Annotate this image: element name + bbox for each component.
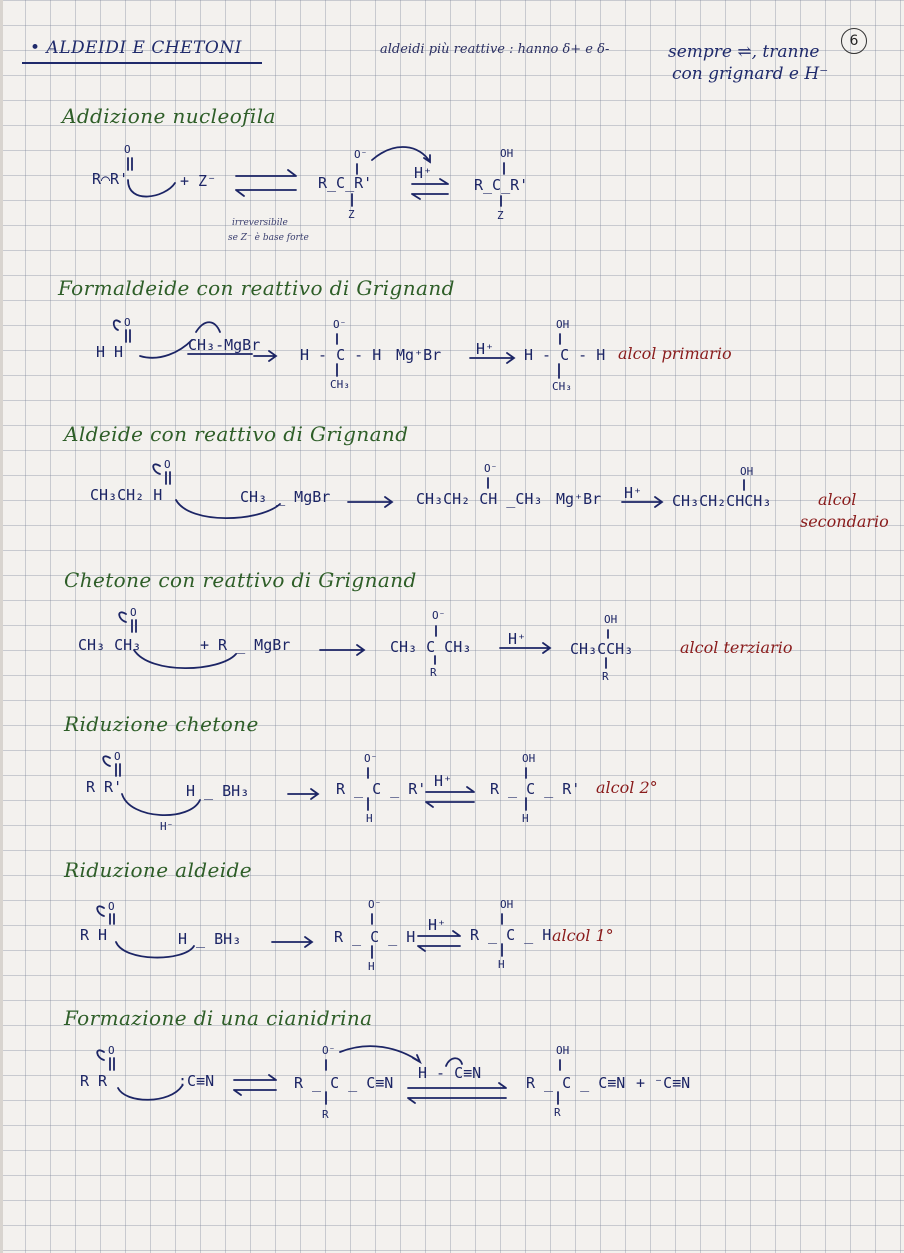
salt: Mg⁺Br bbox=[396, 346, 442, 364]
reaction-arrow bbox=[622, 497, 662, 507]
electron-flow-arrow bbox=[114, 320, 120, 330]
electron-flow-arrow bbox=[140, 340, 192, 358]
product: R _ C _ C≡N bbox=[526, 1074, 626, 1092]
product-bottom: R bbox=[602, 670, 609, 683]
electron-flow-arrow bbox=[97, 1050, 104, 1060]
intermediate: H - C - H bbox=[300, 346, 382, 364]
intermediate: R _ C _ C≡N bbox=[294, 1074, 394, 1092]
section-title: Aldeide con reattivo di Grignand bbox=[64, 422, 409, 446]
result-label: alcol terziario bbox=[680, 638, 793, 657]
page-number: 6 bbox=[841, 28, 867, 54]
product-top: OH bbox=[522, 752, 536, 765]
product-top: OH bbox=[500, 898, 514, 911]
product: R_C_R' bbox=[474, 176, 529, 194]
nucleophile: + Z⁻ bbox=[180, 172, 217, 190]
header-note-reversibility: sempre ⇌, tranne bbox=[668, 42, 820, 62]
equilibrium-arrow bbox=[418, 946, 460, 951]
equilibrium-arrow bbox=[236, 190, 296, 196]
result-label: alcol 1° bbox=[552, 926, 614, 945]
intermediate-top: O⁻ bbox=[364, 752, 378, 765]
reactant: R R bbox=[80, 1072, 108, 1090]
carbonyl-oxygen: O bbox=[108, 1044, 115, 1057]
product-top: OH bbox=[740, 465, 754, 478]
product-top: OH bbox=[556, 1044, 570, 1057]
equilibrium-arrow bbox=[236, 170, 296, 176]
reagent: H⁺ bbox=[624, 484, 643, 502]
product: CH₃CCH₃ bbox=[570, 640, 634, 658]
intermediate: R _ C _ H bbox=[334, 928, 416, 946]
reactant: H H bbox=[96, 343, 124, 361]
reagent: H⁺ bbox=[428, 916, 447, 934]
reagent: H - C≡N bbox=[418, 1064, 482, 1082]
carbonyl-oxygen: O bbox=[124, 316, 131, 329]
section-title: Addizione nucleofila bbox=[62, 104, 276, 128]
section-title: Formaldeide con reattivo di Grignand bbox=[58, 276, 455, 300]
reagent: H⁺ bbox=[508, 630, 527, 648]
electron-flow-arrow bbox=[134, 650, 236, 668]
grignard-reagent: CH₃-MgBr bbox=[188, 336, 261, 354]
reaction-arrow bbox=[470, 353, 514, 363]
intermediate-bottom: R bbox=[322, 1108, 329, 1121]
carbonyl-oxygen: O bbox=[124, 143, 131, 156]
header-note-exceptions: con grignard e H⁻ bbox=[672, 64, 829, 84]
reaction-arrow bbox=[272, 937, 312, 947]
product: R _ C _ R' bbox=[490, 780, 581, 798]
reagent: H⁺ bbox=[476, 340, 495, 358]
product-bottom: Z bbox=[497, 209, 504, 222]
result-label: secondario bbox=[800, 512, 889, 531]
reagent: H⁺ bbox=[414, 164, 433, 182]
reagent: H⁺ bbox=[434, 772, 453, 790]
product: CH₃CH₂CHCH₃ bbox=[672, 492, 772, 510]
electron-flow-arrow bbox=[116, 942, 194, 958]
product-bottom: H bbox=[522, 812, 529, 825]
electron-flow-arrow bbox=[372, 147, 430, 162]
product-bottom: CH₃ bbox=[552, 380, 572, 393]
intermediate: R_C_R' bbox=[318, 174, 373, 192]
carbonyl-oxygen: O bbox=[108, 900, 115, 913]
electron-flow-arrow bbox=[122, 794, 200, 815]
reaction-arrow bbox=[288, 789, 318, 799]
intermediate-bottom: H bbox=[368, 960, 375, 973]
equilibrium-arrow bbox=[418, 931, 460, 936]
intermediate-top: O⁻ bbox=[484, 462, 498, 475]
intermediate: CH₃ C CH₃ bbox=[390, 638, 472, 656]
electron-flow-arrow bbox=[153, 464, 160, 474]
intermediate: R _ C _ R' bbox=[336, 780, 427, 798]
carbonyl-oxygen: O bbox=[130, 606, 137, 619]
electron-flow-arrow bbox=[176, 500, 280, 518]
intermediate-top: O⁻ bbox=[368, 898, 382, 911]
equilibrium-arrow bbox=[408, 1098, 506, 1103]
header-note-reactivity: aldeidi più reattive : hanno δ+ e δ- bbox=[380, 42, 610, 57]
electron-flow-arrow bbox=[128, 180, 175, 197]
grignard-reagent: CH₃ _ MgBr bbox=[240, 488, 331, 506]
product-bottom: R bbox=[554, 1106, 561, 1119]
section-title: Riduzione aldeide bbox=[64, 858, 252, 882]
grignard-reagent: + R _ MgBr bbox=[200, 636, 291, 654]
byproduct: + ⁻C≡N bbox=[636, 1074, 691, 1092]
hydride-reagent: H _ BH₃ bbox=[178, 930, 242, 948]
equilibrium-arrow bbox=[412, 179, 448, 184]
electron-flow-arrow bbox=[97, 906, 104, 916]
hydride-reagent: H _ BH₃ bbox=[186, 782, 250, 800]
product: H - C - H bbox=[524, 346, 606, 364]
product-top: OH bbox=[500, 147, 514, 160]
electron-flow-arrow bbox=[340, 1046, 420, 1062]
electron-flow-arrow bbox=[119, 612, 126, 622]
reaction-arrow bbox=[254, 351, 276, 361]
reactant: CH₃CH₂ H bbox=[90, 486, 163, 504]
intermediate-top: O⁻ bbox=[432, 609, 446, 622]
carbonyl-oxygen: O bbox=[164, 458, 171, 471]
reactant: R⌒R' bbox=[92, 170, 129, 188]
result-label: alcol primario bbox=[618, 344, 732, 363]
hydride-note: H⁻ bbox=[160, 820, 174, 833]
reactant: R R' bbox=[86, 778, 123, 796]
reactant: R H bbox=[80, 926, 108, 944]
electron-flow-arrow bbox=[103, 756, 110, 766]
intermediate-top: O⁻ bbox=[333, 318, 347, 331]
reaction-arrow bbox=[320, 645, 364, 655]
intermediate-top: O⁻ bbox=[322, 1044, 336, 1057]
intermediate-bottom: Z bbox=[348, 208, 355, 221]
intermediate-bottom: CH₃ bbox=[330, 378, 350, 391]
reaction-arrow bbox=[500, 643, 550, 653]
product: R _ C _ H bbox=[470, 926, 552, 944]
carbonyl-oxygen: O bbox=[114, 750, 121, 763]
equilibrium-arrow bbox=[412, 194, 448, 199]
annotation: irreversibile bbox=[232, 218, 288, 228]
intermediate-top: O⁻ bbox=[354, 148, 368, 161]
result-label: alcol bbox=[818, 490, 857, 509]
equilibrium-arrow bbox=[426, 787, 474, 792]
intermediate-bottom: H bbox=[366, 812, 373, 825]
reaction-arrow bbox=[348, 497, 392, 507]
salt: Mg⁺Br bbox=[556, 490, 602, 508]
page-title: • ALDEIDI E CHETONI bbox=[30, 38, 242, 58]
annotation: se Z⁻ è base forte bbox=[228, 233, 309, 243]
electron-flow-arrow bbox=[446, 1058, 462, 1066]
electron-flow-arrow bbox=[196, 322, 220, 332]
equilibrium-arrow bbox=[234, 1090, 276, 1095]
electron-flow-arrow bbox=[118, 1086, 182, 1100]
equilibrium-arrow bbox=[426, 802, 474, 807]
section-title: Chetone con reattivo di Grignand bbox=[64, 568, 417, 592]
product-top: OH bbox=[556, 318, 570, 331]
section-title: Riduzione chetone bbox=[64, 712, 259, 736]
intermediate-bottom: R bbox=[430, 666, 437, 679]
nucleophile: :C≡N bbox=[178, 1072, 215, 1090]
reactant: CH₃ CH₃ bbox=[78, 636, 142, 654]
product-top: OH bbox=[604, 613, 618, 626]
intermediate: CH₃CH₂ CH _CH₃ bbox=[416, 490, 543, 508]
section-title: Formazione di una cianidrina bbox=[64, 1006, 373, 1030]
result-label: alcol 2° bbox=[596, 778, 658, 797]
equilibrium-arrow bbox=[408, 1083, 506, 1088]
equilibrium-arrow bbox=[234, 1075, 276, 1080]
product-bottom: H bbox=[498, 958, 505, 971]
